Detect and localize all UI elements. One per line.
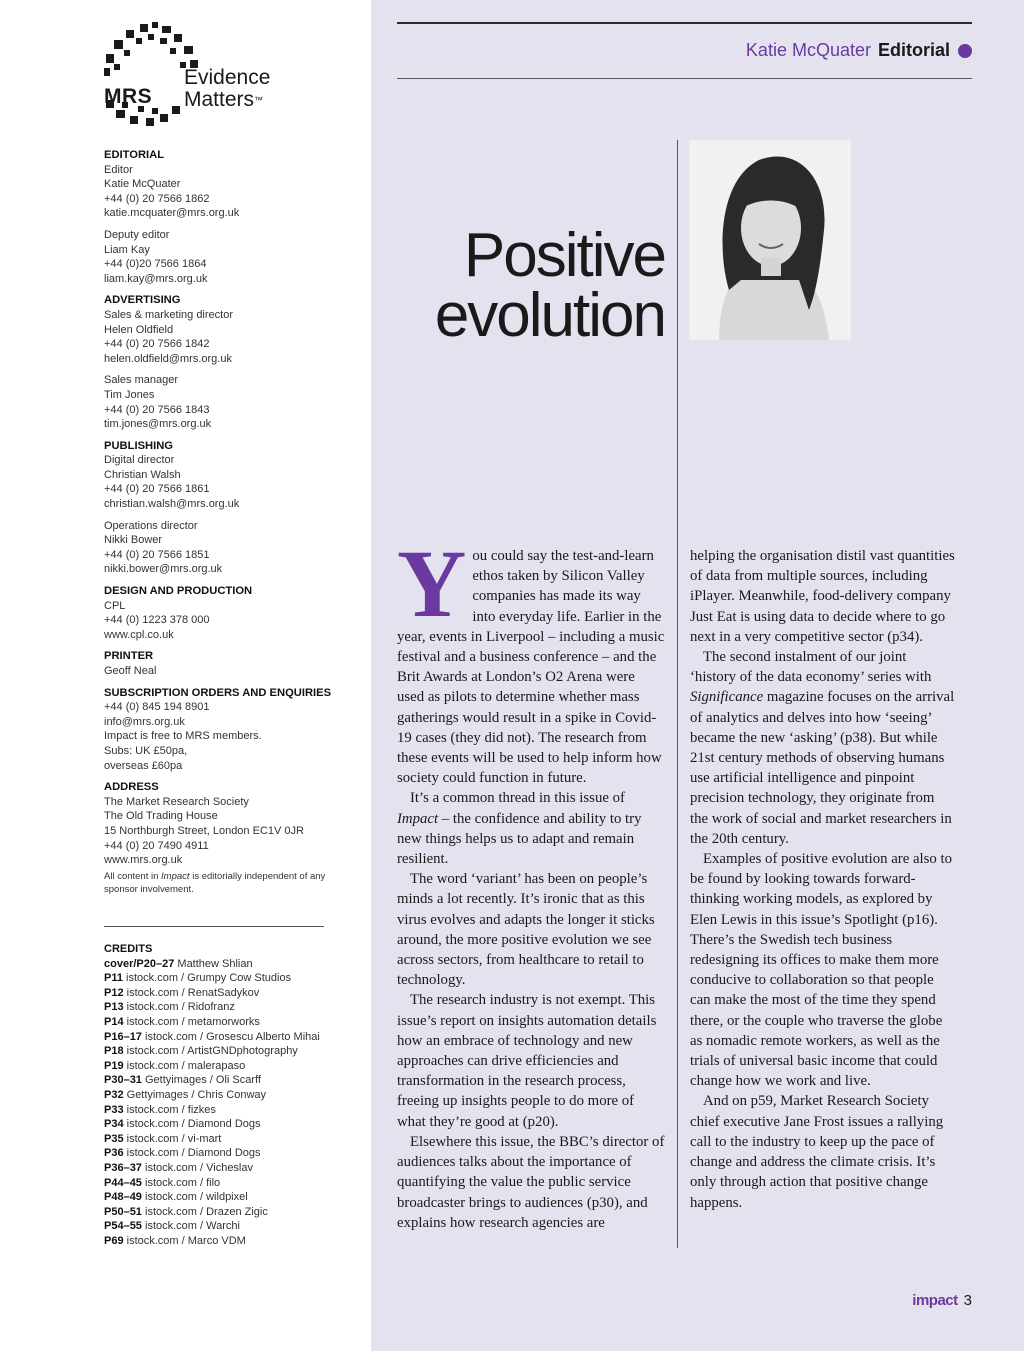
paragraph: helping the organisation distil vast quantities of data from multiple sources, including iPlayer. Meanwhile, food-delivery company Just Eat is using data to decide where to go next in a very competitive sector (p34). (690, 548, 955, 645)
paragraph: It’s a common thread in this issue of Impact – the confidence and ability to try new things helps us to adapt and remain resilient. (397, 790, 642, 868)
article-column-1 (397, 530, 665, 1233)
credit-source: istock.com / fizkes (123, 1103, 216, 1116)
credit-page: P35 (104, 1132, 124, 1145)
credit-source: Matthew Shlian (174, 957, 253, 970)
credit-page: P36–37 (104, 1161, 142, 1174)
credit-row (104, 971, 354, 986)
credit-row (104, 1117, 354, 1132)
top-rule (397, 22, 972, 24)
credit-page: P69 (104, 1234, 124, 1247)
contact-group-subs (104, 686, 344, 774)
contact-phone: +44 (0) 20 7566 1862 (104, 192, 210, 205)
header-author: Katie McQuater (745, 40, 871, 60)
contact-email[interactable]: christian.walsh@mrs.org.uk (104, 498, 240, 511)
contact-phone: +44 (0) 20 7490 4911 (104, 839, 209, 852)
contact-group-address (104, 780, 344, 868)
portrait-icon (689, 140, 851, 340)
credit-row (104, 1205, 354, 1220)
credit-source: istock.com / Grosescu Alberto Mihai (141, 1030, 320, 1043)
contact-group-editor (104, 148, 344, 221)
credit-page: P33 (104, 1103, 124, 1116)
credit-row (104, 1030, 354, 1045)
contact-group-ops (104, 519, 344, 577)
credit-source: istock.com / Warchi (141, 1220, 240, 1233)
paragraph: The second instalment of our joint ‘history of the data economy’ series with Significance magazine focuses on the arrival of analytics and delves into how ‘seeing’ became the new ‘asking’ (p38). But while 21st century methods of observing humans use artificial intelligence and pinpoint precision technology, they originate from the work of social and market researchers in the 20th century. (690, 649, 955, 847)
contact-email[interactable]: info@mrs.org.uk (104, 715, 185, 728)
credit-page: P13 (104, 1001, 124, 1014)
section-heading: SUBSCRIPTION ORDERS AND ENQUIRIES (104, 686, 332, 699)
article-column-2 (690, 546, 955, 1213)
contact-phone: +44 (0) 845 194 8901 (104, 701, 210, 714)
paragraph: Examples of positive evolution are also to be found by looking towards forward-thinking working models, as explored by Elen Lewis in this issue’s Spotlight (p16). There’s the Swedish tech business redesigning its offices to make them more conducive to collaboration so that people can make the most of the time they spend there, or the couple who traverse the globe as nomadic remote workers, as well as the trials of universal basic income that could change how we work and live. (690, 851, 953, 1090)
credit-page: P16–17 (104, 1030, 142, 1043)
credit-source: istock.com / malerapaso (123, 1059, 246, 1072)
logo-mrs-text: MRS (104, 85, 153, 108)
contact-role: Editor (104, 163, 133, 176)
contact-role: Sales & marketing director (104, 308, 233, 321)
logo-tagline (184, 67, 270, 111)
contact-web[interactable]: www.mrs.org.uk (104, 854, 183, 867)
credit-row (104, 1176, 354, 1191)
credits-list (104, 942, 354, 1248)
credit-source: istock.com / Ridofranz (123, 1001, 235, 1014)
contact-phone: +44 (0) 20 7566 1851 (104, 548, 210, 561)
contact-email[interactable]: katie.mcquater@mrs.org.uk (104, 207, 240, 220)
contact-name: CPL (104, 599, 126, 612)
credit-row (104, 986, 354, 1001)
footer-brand: impact (912, 1292, 958, 1309)
contact-group-design (104, 584, 344, 642)
paragraph: And on p59, Market Research Society chief executive Jane Frost issues a rallying call to the industry to keep up the pace of change and address the climate crisis. It’s only through action that positive change happens. (690, 1093, 944, 1211)
credit-source: istock.com / Diamond Dogs (123, 1118, 261, 1131)
credit-page: P48–49 (104, 1191, 142, 1204)
credit-row (104, 1059, 354, 1074)
paragraph: The research industry is not exempt. This issue’s report on insights automation details how an embrace of technology and new approaches can drive efficiencies and transformation in the research process, freeing up insights people to do more of what they’re good at (p20). (397, 992, 657, 1130)
contact-name: Katie McQuater (104, 178, 181, 191)
credit-source: istock.com / Marco VDM (123, 1234, 246, 1247)
credit-source: istock.com / RenatSadykov (123, 986, 260, 999)
logo-line-1: Evidence (184, 66, 271, 89)
section-heading: ADVERTISING (104, 294, 181, 307)
credit-page: P14 (104, 1015, 124, 1028)
contact-name: Nikki Bower (104, 534, 163, 547)
contact-phone: +44 (0) 20 7566 1861 (104, 483, 210, 496)
credit-row (104, 1234, 354, 1249)
address-line: The Market Research Society (104, 795, 249, 808)
contact-email[interactable]: liam.kay@mrs.org.uk (104, 272, 208, 285)
credit-row (104, 1073, 354, 1088)
credit-page: P11 (104, 972, 123, 985)
contact-web[interactable]: www.cpl.co.uk (104, 628, 174, 641)
contact-group-deputy (104, 228, 344, 286)
contact-group-digital (104, 439, 344, 512)
contact-email[interactable]: nikki.bower@mrs.org.uk (104, 563, 223, 576)
credit-row (104, 1132, 354, 1147)
credit-page: cover/P20–27 (104, 957, 175, 970)
subs-note: Impact is free to MRS members. (104, 730, 262, 743)
contact-group-sales (104, 293, 344, 366)
contact-name: Geoff Neal (104, 665, 157, 677)
mrs-logo (102, 22, 292, 126)
credit-source: Gettyimages / Oli Scarff (141, 1074, 261, 1087)
section-heading: DESIGN AND PRODUCTION (104, 585, 253, 598)
section-heading: PRINTER (104, 650, 154, 663)
credit-row (104, 1161, 354, 1176)
address-line: The Old Trading House (104, 810, 218, 823)
section-header (746, 40, 972, 61)
credit-page: P34 (104, 1118, 124, 1131)
paragraph: The word ‘variant’ has been on people’s minds a lot recently. It’s ironic that as this virus evolves and adapts the longer it sticks around, the more positive evolution we see across sectors, from healthcare to retail to technology. (397, 871, 655, 989)
masthead-column (0, 0, 371, 1351)
contact-group-printer (104, 649, 344, 678)
independence-note: All content in Impact is editorially independent of any sponsor involvement. (104, 870, 326, 895)
contact-email[interactable]: tim.jones@mrs.org.uk (104, 418, 212, 431)
credit-source: istock.com / metamorworks (123, 1015, 260, 1028)
credit-page: P12 (104, 986, 124, 999)
credit-source: istock.com / ArtistGNDphotography (123, 1045, 298, 1058)
contact-role: Deputy editor (104, 228, 170, 241)
contact-role: Sales manager (104, 374, 178, 387)
contact-email[interactable]: helen.oldfield@mrs.org.uk (104, 352, 232, 365)
subs-overseas: overseas £60pa (104, 759, 183, 772)
title-line-1: Positive (463, 221, 665, 290)
credit-row (104, 1044, 354, 1059)
contact-role: Digital director (104, 454, 175, 467)
credit-row (104, 1219, 354, 1234)
credit-source: istock.com / Drazen Zigic (141, 1205, 268, 1218)
credit-row (104, 957, 354, 972)
divider (104, 926, 324, 927)
contact-list (104, 148, 344, 896)
contact-phone: +44 (0)20 7566 1864 (104, 258, 207, 271)
contact-name: Helen Oldfield (104, 323, 174, 336)
credit-source: istock.com / wildpixel (141, 1191, 248, 1204)
credit-page: P30–31 (104, 1074, 142, 1087)
subs-uk: Subs: UK £50pa, (104, 744, 188, 757)
credit-source: istock.com / filo (141, 1176, 221, 1189)
contact-name: Christian Walsh (104, 468, 181, 481)
credit-source: istock.com / vi-mart (123, 1132, 222, 1145)
credit-row (104, 1015, 354, 1030)
logo-line-2: Matters™ (184, 88, 264, 111)
section-heading: PUBLISHING (104, 439, 173, 452)
contact-role: Operations director (104, 519, 198, 532)
address-line: 15 Northburgh Street, London EC1V 0JR (104, 824, 304, 837)
paragraph: Elsewhere this issue, the BBC’s director of audiences talks about the importance of quantifying the value the public service broadcaster brings to audiences (p30), and explains how research agencies are (397, 1133, 665, 1231)
credit-source: istock.com / Diamond Dogs (123, 1147, 261, 1160)
header-section: Editorial (877, 40, 950, 60)
title-line-2: evolution (434, 281, 665, 350)
page-title (380, 221, 665, 350)
credit-row (104, 1103, 354, 1118)
page-footer (912, 1292, 972, 1309)
section-heading: EDITORIAL (104, 149, 165, 161)
drop-cap: Y (397, 530, 467, 637)
credits-heading: CREDITS (104, 943, 153, 955)
credit-row (104, 1190, 354, 1205)
credit-page: P50–51 (104, 1205, 142, 1218)
credit-page: P54–55 (104, 1220, 142, 1233)
credit-page: P18 (104, 1045, 124, 1058)
page-number: 3 (963, 1292, 972, 1309)
contact-phone: +44 (0) 1223 378 000 (104, 614, 210, 627)
contact-name: Tim Jones (104, 388, 155, 401)
paragraph: You could say the test-and-learn ethos taken by Silicon Valley companies has made its way into everyday life. Earlier in the year, events in Liverpool – including a music festival and a business conference – and the Brit Awards at London’s O2 Arena were used as pilots to determine whether mass gatherings would result in a spike in Covid-19 cases (they did not). The research from these events will be used to help inform how society could function in future. (397, 530, 665, 787)
credit-page: P32 (104, 1088, 124, 1101)
credit-page: P19 (104, 1059, 124, 1072)
bullet-dot-icon (958, 44, 972, 58)
section-heading: ADDRESS (104, 781, 159, 794)
contact-phone: +44 (0) 20 7566 1843 (104, 403, 210, 416)
column-divider (677, 140, 678, 1248)
credit-row (104, 1088, 354, 1103)
credit-source: Gettyimages / Chris Conway (123, 1088, 267, 1101)
credit-row (104, 1146, 354, 1161)
credit-row (104, 1000, 354, 1015)
contact-group-salesmgr (104, 373, 344, 431)
contact-phone: +44 (0) 20 7566 1842 (104, 338, 210, 351)
contact-name: Liam Kay (104, 243, 150, 256)
credit-source: istock.com / Vicheslav (141, 1161, 253, 1174)
header-rule (397, 78, 972, 79)
author-photo (689, 140, 851, 340)
credit-page: P36 (104, 1147, 124, 1160)
credit-source: istock.com / Grumpy Cow Studios (122, 972, 292, 985)
credit-page: P44–45 (104, 1176, 142, 1189)
